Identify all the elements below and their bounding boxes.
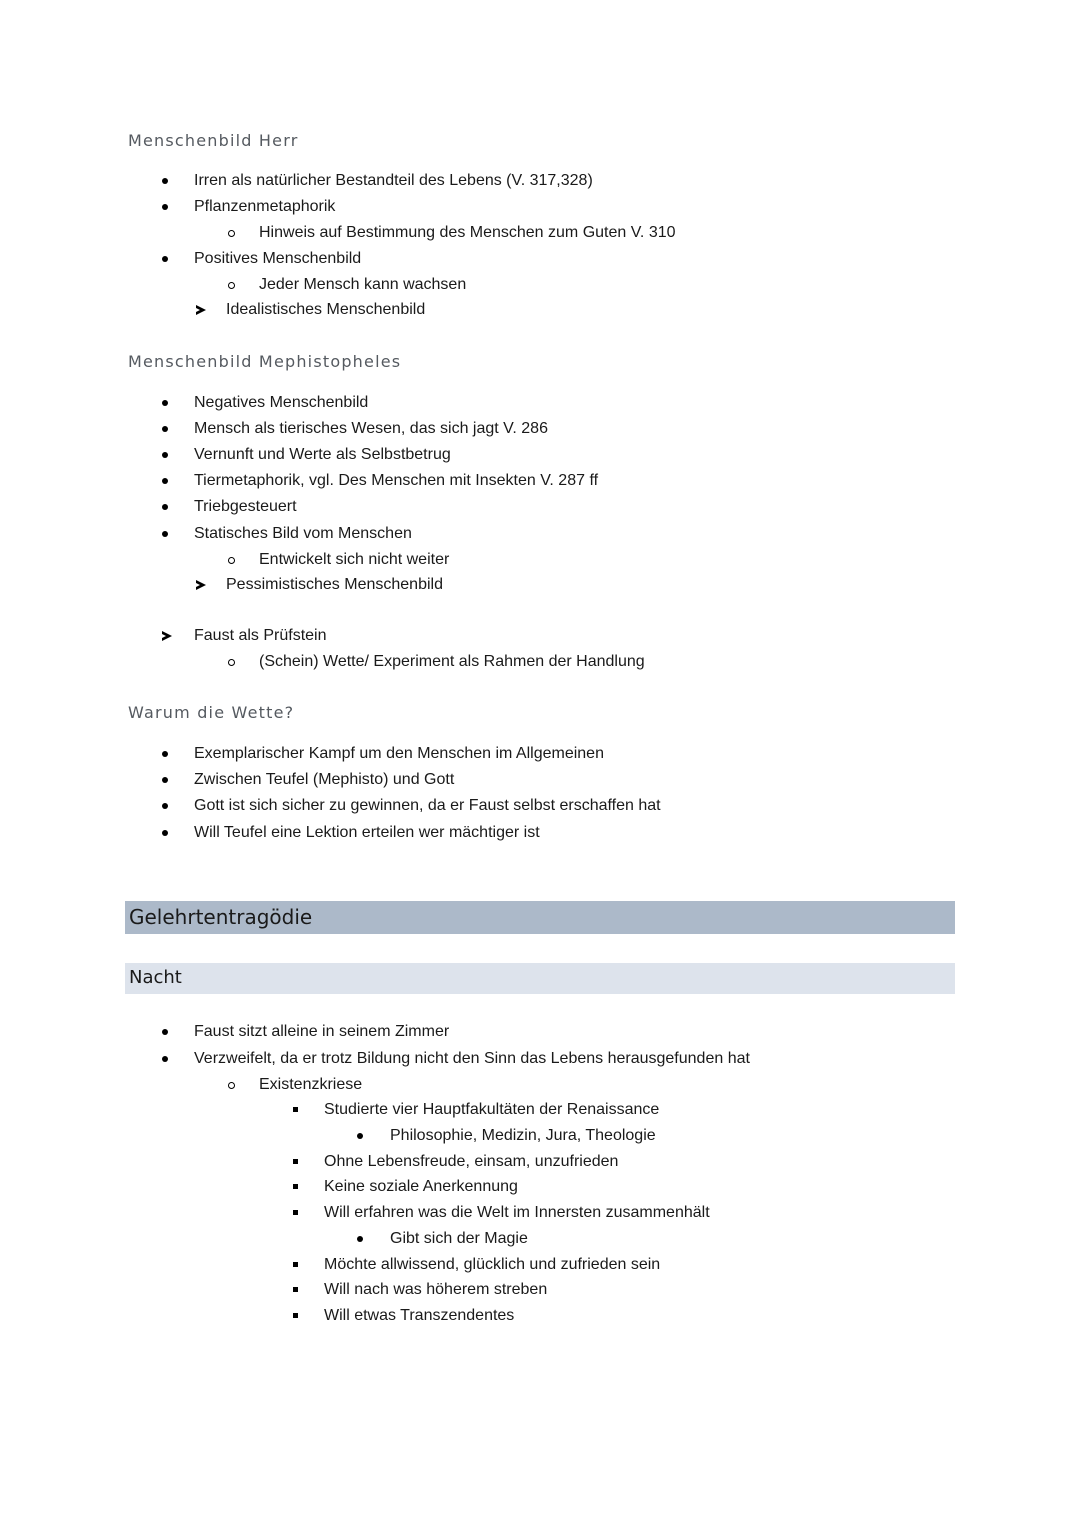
list-item: Möchte allwissend, glücklich und zufrieden sein [324, 1256, 661, 1273]
list-item: Gibt sich der Magie [390, 1230, 528, 1247]
bullet-disc [162, 504, 168, 510]
heading-nacht-text: Nacht [129, 967, 182, 988]
list-item: Statisches Bild vom Menschen [194, 525, 412, 542]
bullet-disc [162, 256, 168, 262]
heading-menschenbild-mephistopheles: Menschenbild Mephistopheles [128, 352, 402, 371]
list-item: Faust sitzt alleine in seinem Zimmer [194, 1023, 450, 1040]
bullet-disc [357, 1133, 363, 1139]
bullet-circle [228, 230, 235, 237]
heading-warum-die-wette: Warum die Wette? [128, 703, 295, 722]
list-item: Mensch als tierisches Wesen, das sich jagt V. 286 [194, 420, 548, 437]
bullet-square [293, 1262, 298, 1267]
heading-nacht [125, 963, 955, 994]
arrow-bullet-icon [196, 305, 206, 315]
list-item: Ohne Lebensfreude, einsam, unzufrieden [324, 1153, 619, 1170]
list-item: Entwickelt sich nicht weiter [259, 551, 450, 568]
list-item: Verzweifelt, da er trotz Bildung nicht den Sinn das Lebens herausgefunden hat [194, 1050, 750, 1067]
arrow-bullet-icon [162, 631, 172, 641]
list-item: Will etwas Transzendentes [324, 1307, 515, 1324]
list-item: Pflanzenmetaphorik [194, 198, 336, 215]
list-item: Will erfahren was die Welt im Innersten zusammenhält [324, 1204, 710, 1221]
list-item: Triebgesteuert [194, 498, 297, 515]
bullet-disc [162, 830, 168, 836]
bullet-square [293, 1287, 298, 1292]
list-item: Studierte vier Hauptfakultäten der Renaissance [324, 1101, 660, 1118]
list-item: Exemplarischer Kampf um den Menschen im Allgemeinen [194, 745, 604, 762]
list-item: Positives Menschenbild [194, 250, 362, 267]
bullet-circle [228, 1082, 235, 1089]
list-item: Vernunft und Werte als Selbstbetrug [194, 446, 451, 463]
bullet-disc [162, 1029, 168, 1035]
list-item: Existenzkriese [259, 1076, 363, 1093]
bullet-disc [162, 803, 168, 809]
bullet-square [293, 1159, 298, 1164]
list-item: (Schein) Wette/ Experiment als Rahmen der Handlung [259, 653, 645, 670]
list-item: Irren als natürlicher Bestandteil des Lebens (V. 317,328) [194, 172, 593, 189]
bullet-disc [162, 426, 168, 432]
bullet-disc [162, 204, 168, 210]
list-item: Hinweis auf Bestimmung des Menschen zum Guten V. 310 [259, 224, 676, 241]
list-item: Philosophie, Medizin, Jura, Theologie [390, 1127, 656, 1144]
bullet-square [293, 1313, 298, 1318]
bullet-square [293, 1210, 298, 1215]
bullet-circle [228, 282, 235, 289]
bullet-square [293, 1184, 298, 1189]
bullet-circle [228, 659, 235, 666]
bullet-disc [162, 400, 168, 406]
list-item: Gott ist sich sicher zu gewinnen, da er Faust selbst erschaffen hat [194, 797, 661, 814]
bullet-disc [162, 531, 168, 537]
heading-menschenbild-herr: Menschenbild Herr [128, 131, 299, 150]
list-item: Negatives Menschenbild [194, 394, 369, 411]
heading-gelehrtentragoedie [125, 901, 955, 934]
list-item: Jeder Mensch kann wachsen [259, 276, 467, 293]
bullet-disc [162, 452, 168, 458]
heading-gelehrtentragoedie-text: Gelehrtentragödie [129, 905, 313, 929]
bullet-disc [162, 777, 168, 783]
list-item: Faust als Prüfstein [194, 627, 327, 644]
list-item: Idealistisches Menschenbild [226, 301, 426, 318]
bullet-square [293, 1107, 298, 1112]
arrow-bullet-icon [196, 580, 206, 590]
bullet-disc [162, 478, 168, 484]
bullet-disc [162, 751, 168, 757]
list-item: Pessimistisches Menschenbild [226, 576, 443, 593]
bullet-disc [357, 1236, 363, 1242]
list-item: Tiermetaphorik, vgl. Des Menschen mit Insekten V. 287 ff [194, 472, 599, 489]
bullet-disc [162, 1056, 168, 1062]
bullet-circle [228, 557, 235, 564]
bullet-disc [162, 178, 168, 184]
list-item: Will nach was höherem streben [324, 1281, 548, 1298]
list-item: Keine soziale Anerkennung [324, 1178, 518, 1195]
list-item: Will Teufel eine Lektion erteilen wer mächtiger ist [194, 824, 540, 841]
list-item: Zwischen Teufel (Mephisto) und Gott [194, 771, 455, 788]
